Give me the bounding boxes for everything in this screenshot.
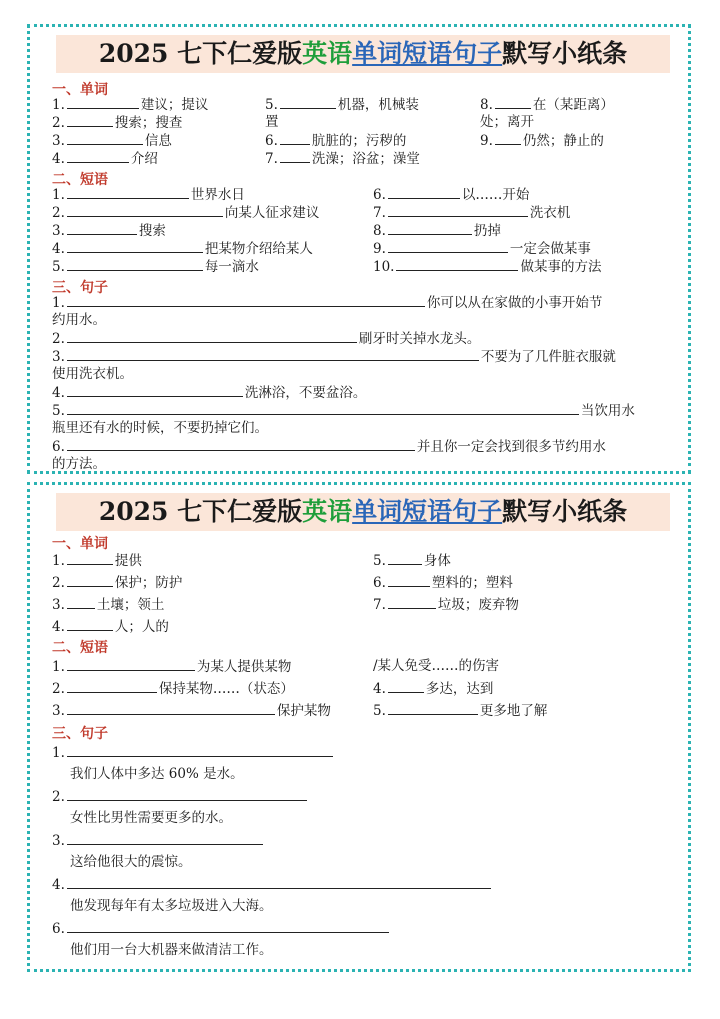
sentence-item: 约用水。 (52, 312, 106, 328)
word-item: 置 (265, 114, 279, 130)
phrase-item: 2. 向某人征求建议 (52, 205, 320, 221)
word-item: 4. 人；人的 (52, 619, 169, 635)
sentence-item: 6. (52, 919, 391, 938)
section-heading-phrases: 二、短语 (52, 172, 108, 188)
sentence-item: 1. 你可以从在家做的小事开始节 (52, 295, 603, 311)
section-heading-words: 一、单词 (52, 536, 108, 552)
word-item: 6. 塑料的；塑料 (373, 575, 513, 591)
phrase-item: 9. 一定会做某事 (373, 241, 591, 257)
worksheet-card-1 (27, 24, 691, 474)
phrase-item: 8. 扔掉 (373, 223, 501, 239)
phrase-item: 4. 多达，达到 (373, 681, 494, 697)
phrase-item: 3. 保护某物 (52, 703, 331, 719)
sentence-item: 他们用一台大机器来做清洁工作。 (70, 942, 273, 958)
sentence-item: 6. 并且你一定会找到很多节约用水 (52, 439, 606, 455)
sentence-item: 的方法。 (52, 456, 106, 472)
sentence-item: 2. (52, 787, 309, 806)
word-item: 2. 搜索；搜查 (52, 115, 183, 131)
sentence-item: 他发现每年有太多垃圾进入大海。 (70, 898, 273, 914)
sentence-item: 5. 当饮用水 (52, 403, 635, 419)
sentence-item: 使用洗衣机。 (52, 366, 133, 382)
sentence-item: 4. 洗淋浴，不要盆浴。 (52, 385, 367, 401)
phrase-item: 4. 把某物介绍给某人 (52, 241, 313, 257)
phrase-item: 7. 洗衣机 (373, 205, 571, 221)
section-heading-phrases: 二、短语 (52, 640, 108, 656)
worksheet-card-2 (27, 482, 691, 972)
word-item: 3. 信息 (52, 133, 172, 149)
phrase-item: 5. 更多地了解 (373, 703, 548, 719)
word-item: 处；离开 (480, 114, 534, 130)
sentence-item: 2. 刷牙时关掉水龙头。 (52, 331, 481, 347)
word-item: 6. 肮脏的；污秽的 (265, 133, 407, 149)
word-item: 3. 土壤；领土 (52, 597, 165, 613)
phrase-item: 6. 以……开始 (373, 187, 530, 203)
phrase-item: /某人免受……的伤害 (373, 658, 500, 674)
word-item: 1. 建议；提议 (52, 97, 209, 113)
card-title: 2025 七下仁爱版英语单词短语句子默写小纸条 (56, 35, 670, 73)
sentence-item: 4. (52, 875, 493, 894)
sentence-item: 瓶里还有水的时候，不要扔掉它们。 (52, 420, 268, 436)
section-heading-words: 一、单词 (52, 82, 108, 98)
word-item: 5. 机器，机械装 (265, 97, 419, 113)
word-item: 4. 介绍 (52, 151, 158, 167)
phrase-item: 2. 保持某物……（状态） (52, 681, 294, 697)
sentence-item: 这给他很大的震惊。 (70, 854, 192, 870)
sentence-item: 3. (52, 831, 265, 850)
phrase-item: 5. 每一滴水 (52, 259, 259, 275)
phrase-item: 1. 世界水日 (52, 187, 245, 203)
section-heading-sentences: 三、句子 (52, 280, 108, 296)
word-item: 2. 保护；防护 (52, 575, 183, 591)
phrase-item: 3. 搜索 (52, 223, 166, 239)
word-item: 7. 洗澡；浴盆；澡堂 (265, 151, 420, 167)
word-item: 9. 仍然；静止的 (480, 133, 604, 149)
sentence-item: 3. 不要为了几件脏衣服就 (52, 349, 616, 365)
section-heading-sentences: 三、句子 (52, 726, 108, 742)
phrase-item: 1. 为某人提供某物 (52, 659, 292, 675)
phrase-item: 10. 做某事的方法 (373, 259, 602, 275)
word-item: 5. 身体 (373, 553, 451, 569)
word-item: 7. 垃圾；废弃物 (373, 597, 519, 613)
card-title: 2025 七下仁爱版英语单词短语句子默写小纸条 (56, 493, 670, 531)
sentence-item: 我们人体中多达 60% 是水。 (70, 766, 244, 782)
word-item: 8. 在（某距离） (480, 97, 614, 113)
sentence-item: 1. (52, 743, 335, 762)
word-item: 1. 提供 (52, 553, 142, 569)
sentence-item: 女性比男性需要更多的水。 (70, 810, 232, 826)
